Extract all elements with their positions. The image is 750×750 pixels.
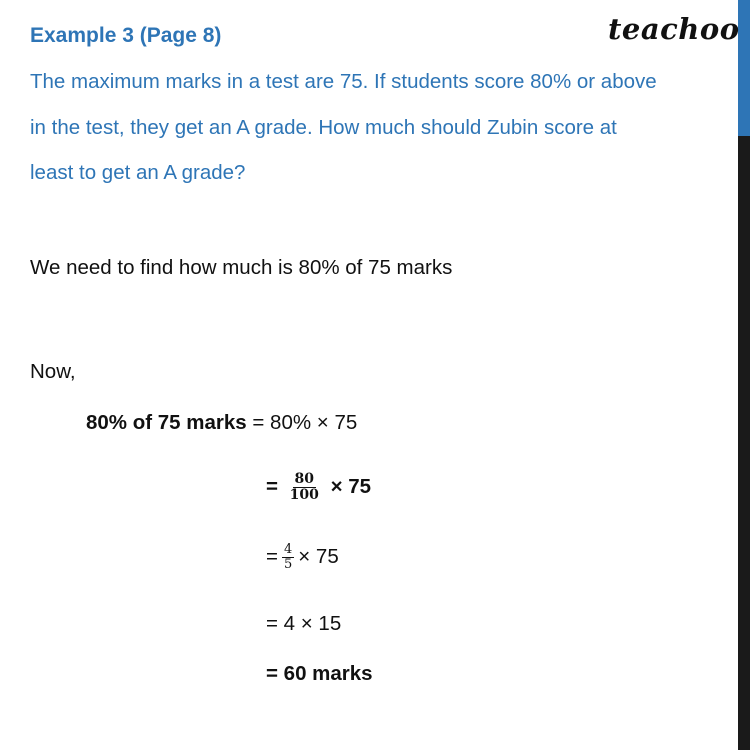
step2-equals: = bbox=[266, 475, 284, 499]
step3-numerator: 4 bbox=[283, 542, 293, 557]
step4-text: = 4 × 15 bbox=[266, 612, 342, 635]
step2-rest: × 75 bbox=[324, 475, 372, 499]
question-line-1: The maximum marks in a test are 75. If students score 80% or above bbox=[30, 70, 657, 93]
step3-equals: = bbox=[266, 545, 278, 569]
question-line-3: least to get an A grade? bbox=[30, 161, 246, 184]
step1-rhs: = 80% × 75 bbox=[246, 411, 358, 434]
step1-lhs: 80% of 75 marks bbox=[86, 411, 247, 434]
now-label: Now, bbox=[30, 360, 76, 383]
solution-step-1 bbox=[86, 411, 357, 435]
side-accent-bar bbox=[738, 0, 750, 136]
question-line-2: in the test, they get an A grade. How much should Zubin score at bbox=[30, 116, 617, 139]
side-dark-bar bbox=[738, 136, 750, 750]
example-heading: Example 3 (Page 8) bbox=[30, 24, 222, 47]
step3-fraction bbox=[282, 543, 294, 571]
solution-step-4 bbox=[266, 612, 341, 636]
step5-text: = 60 marks bbox=[266, 662, 373, 685]
step2-fraction bbox=[288, 472, 321, 502]
solution-step-2 bbox=[266, 472, 371, 502]
step3-rest: × 75 bbox=[298, 545, 339, 569]
solution-step-5 bbox=[266, 662, 373, 686]
solution-step-3 bbox=[266, 543, 339, 571]
intro-statement: We need to find how much is 80% of 75 marks bbox=[30, 256, 453, 279]
teachoo-logo: teachoo bbox=[608, 12, 740, 46]
step3-denominator: 5 bbox=[283, 556, 293, 572]
step2-numerator: 80 bbox=[294, 471, 315, 487]
step2-denominator: 100 bbox=[289, 486, 319, 503]
